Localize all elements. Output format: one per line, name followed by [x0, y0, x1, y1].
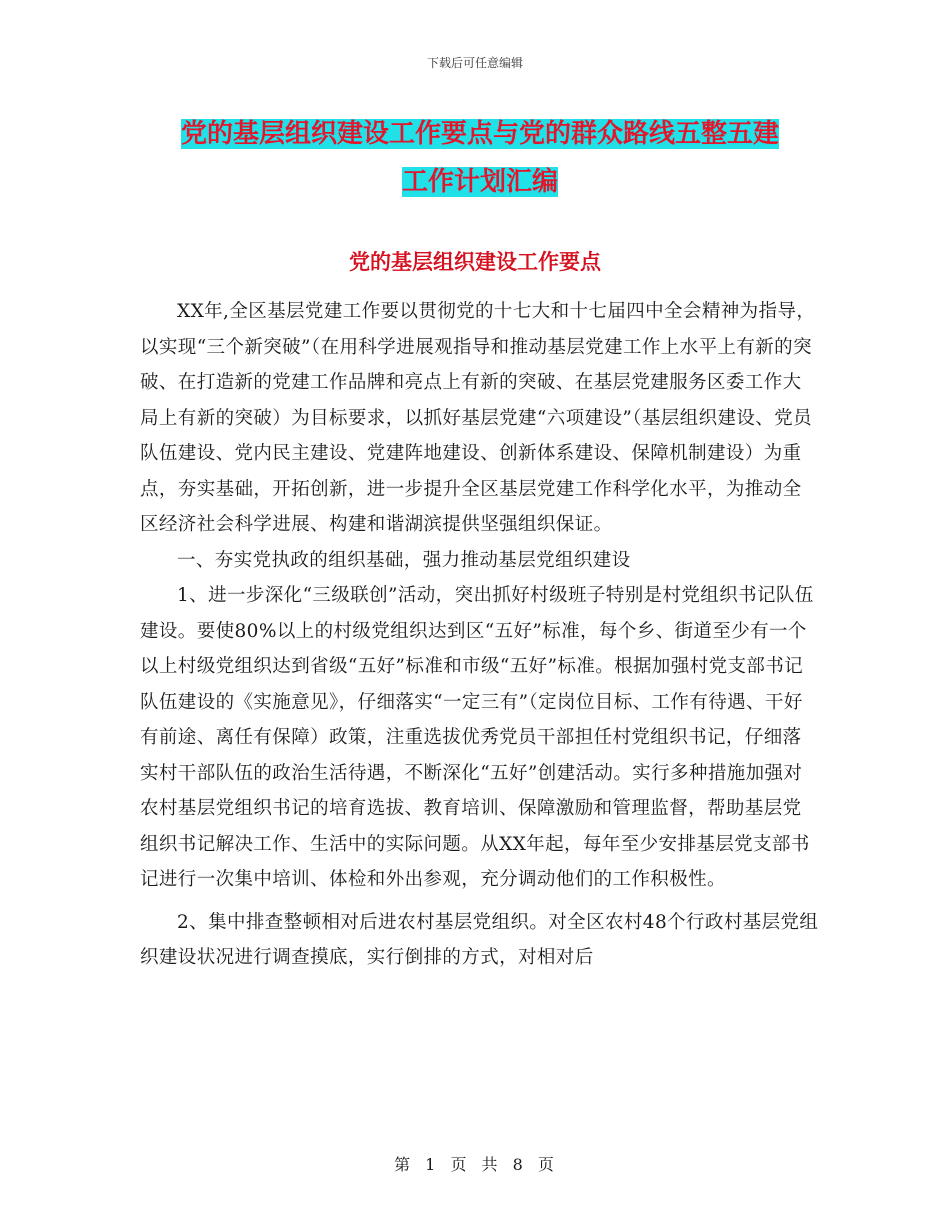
header-note: 下载后可任意编辑 [426, 56, 523, 70]
paragraph-heading-1: 一、夯实党执政的组织基础，强力推动基层党组织建设 [177, 549, 631, 571]
paragraph-item-1: 1、进一步深化“三级联创”活动，突出抓好村级班子特别是村党组织书记队伍建设。要使80%以上的村级党组织达到区“五好”标准，每个乡、街道至少有一个以上村级党组织达到省级“五好”标准和市级“五好”标准。根据加强村党支部书记队伍建设的《实施意见》，仔细落实“一定三有”（定岗位目标、工作有待遇、干好有前途、离任有保障）政策，注重选拔优秀党员干部担任村党组织书记，仔细落实村干部队伍的政治生活待遇，不断深化“五好”创建活动。实行多种措施加强对农村基层党组织书记的培育选拔、教育培训、保障激励和管理监督，帮助基层党组织书记解决工作、生活中的实际问题。从XX年起，每年至少安排基层党支部书记进行一次集中培训、体检和外出参观，充分调动他们的工作积极性。 [140, 585, 814, 890]
document-title [140, 110, 820, 206]
page-footer: 第 1 页 共 8 页 [394, 1155, 556, 1174]
section-title: 党的基层组织建设工作要点 [349, 249, 601, 274]
body-text [140, 294, 820, 976]
document-title-line-1: 党的基层组织建设工作要点与党的群众路线五整五建 [180, 119, 779, 149]
paragraph-item-2: 2、集中排查整顿相对后进农村基层党组织。对全区农村48个行政村基层党组织建设状况进行调查摸底，实行倒排的方式，对相对后 [140, 911, 819, 968]
paragraph-intro: XX年,全区基层党建工作要以贯彻党的十七大和十七届四中全会精神为指导，以实现“三个新突破”（在用科学进展观指导和推动基层党建工作上水平上有新的突破、在打造新的党建工作品牌和亮点上有新的突破、在基层党建服务区委工作大局上有新的突破）为目标要求，以抓好基层党建“六项建设”（基层组织建设、党员队伍建设、党内民主建设、党建阵地建设、创新体系建设、保障机制建设）为重点，夯实基础，开拓创新，进一步提升全区基层党建工作科学化水平，为推动全区经济社会科学进展、构建和谐湖滨提供坚强组织保证。 [140, 301, 816, 535]
document-title-line-2: 工作计划汇编 [401, 167, 558, 197]
